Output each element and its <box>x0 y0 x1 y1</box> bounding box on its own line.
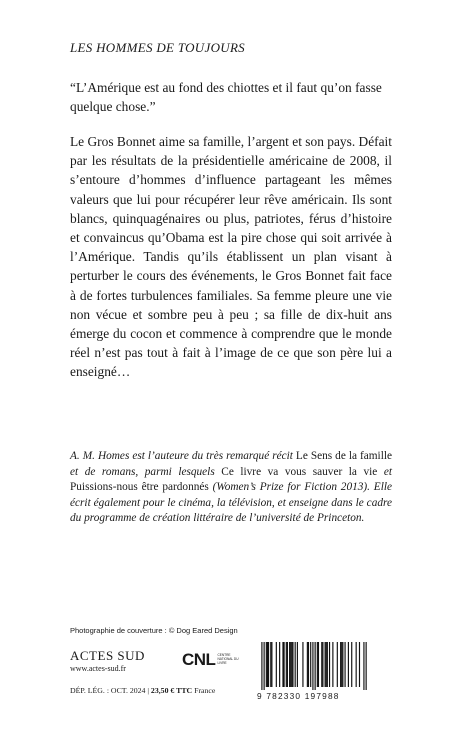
cnl-logo-mark: CNL <box>182 650 216 669</box>
barcode-bar <box>359 642 360 687</box>
bio-book-title-2: Ce livre va vous sauver la vie <box>221 465 378 478</box>
barcode-bar <box>318 642 319 687</box>
barcode-bar <box>315 642 316 690</box>
legal-line <box>70 686 215 695</box>
barcode-bar <box>326 642 327 687</box>
price: 23,50 € TTC <box>150 686 193 695</box>
bio-book-title-3: Puissions-nous être pardonnés <box>70 481 209 493</box>
barcode-bar <box>279 642 280 687</box>
barcode-bar <box>337 642 338 687</box>
bio-text-3: et <box>377 465 393 478</box>
barcode-bar <box>332 642 333 687</box>
barcode-image <box>258 642 370 690</box>
legal-separator: | <box>145 686 151 695</box>
barcode-bar <box>348 642 349 687</box>
barcode-bar <box>342 642 343 687</box>
book-summary: Le Gros Bonnet aime sa famille, l’argent et son pays. Défait par les résultats de la présidentielle américaine de 2008, il s’entoure d’hommes d’influence partageant les mêmes valeurs que lui pour récupérer leur rêve américain. Ils sont blancs, quinquagénaires ou plus, patriotes, férus d’histoire et convaincus qu’Obama est la pire chose qui soit arrivée à l’Amérique. Tandis qu’ils établissent un plan visant à perturber le cours des événements, le Gros Bonnet fait face à de fortes turbulences familiales. Sa femme pleure une vie non vécue et sombre peu à peu ; sa fille de dix-huit ans émerge du cocon et commence à comprendre que le monde réel n’est pas tout à fait à l’image de ce que son père lui a enseigné… <box>70 134 392 380</box>
barcode-bar <box>266 642 267 687</box>
barcode-bar <box>282 642 283 687</box>
blurb-quote: “L’Amérique est au fond des chiottes et il faut qu’on fasse quelque chose.” <box>70 80 382 114</box>
barcode-bar <box>291 642 292 687</box>
barcode-bar <box>286 642 287 687</box>
barcode-bar <box>325 642 326 687</box>
barcode-bar <box>264 642 265 690</box>
barcode-bar <box>308 642 309 687</box>
bio-text-4: (Women’s Prize for Fiction 2013). Elle écrit également pour le cinéma, la télévision, et enseigne dans le cadre du programme de création littéraire de l’université de Princeton. <box>70 481 392 524</box>
isbn-number: 9 782330 197988 <box>257 691 340 701</box>
barcode-bar <box>289 642 290 687</box>
barcode-bar <box>344 642 345 687</box>
barcode-bar <box>292 642 293 687</box>
author-bio <box>70 449 392 527</box>
barcode-bar <box>329 642 330 687</box>
bio-book-title-1: Le Sens de la famille <box>295 450 392 462</box>
barcode-bar <box>322 642 323 687</box>
bio-text-2: et de romans, parmi lesquels <box>70 465 222 478</box>
barcode-bar <box>312 642 313 690</box>
cnl-logo-subtitle: CENTRE NATIONAL DU LIVRE <box>217 653 239 665</box>
legal-deposit: DÉP. LÉG. : OCT. 2024 <box>70 686 146 695</box>
barcode-bar <box>321 642 322 687</box>
barcode-bar <box>310 642 311 687</box>
barcode-bar <box>268 642 269 687</box>
barcode-bar <box>307 642 308 687</box>
barcode-bar <box>270 642 271 687</box>
price-country: France <box>192 686 216 695</box>
barcode-bar <box>287 642 288 687</box>
barcode-bar <box>317 642 318 687</box>
publisher-logo: ACTES SUD <box>70 648 145 663</box>
barcode-bar <box>351 642 352 687</box>
barcode-bar <box>271 642 272 687</box>
barcode-bar <box>276 642 277 687</box>
barcode-bar <box>261 642 262 690</box>
barcode-bar <box>267 642 268 687</box>
barcode-bar <box>295 642 296 687</box>
publisher-website: www.actes-sud.fr <box>70 664 126 673</box>
barcode-bar <box>284 642 285 687</box>
bio-text-1: A. M. Homes est l’auteure du très remarqué récit <box>70 450 296 462</box>
cnl-logo <box>182 650 239 670</box>
barcode-bar <box>327 642 328 687</box>
barcode-bar <box>302 642 303 687</box>
barcode-bar <box>356 642 357 687</box>
barcode-bar <box>290 642 291 687</box>
barcode <box>258 642 370 690</box>
barcode-bar <box>297 642 298 687</box>
series-title: LES HOMMES DE TOUJOURS <box>70 40 245 55</box>
barcode-bar <box>341 642 342 687</box>
barcode-bar <box>340 642 341 687</box>
barcode-bar <box>363 642 364 690</box>
photo-credit: Photographie de couverture : © Dog Eared Design <box>70 626 238 635</box>
barcode-bar <box>366 642 367 690</box>
